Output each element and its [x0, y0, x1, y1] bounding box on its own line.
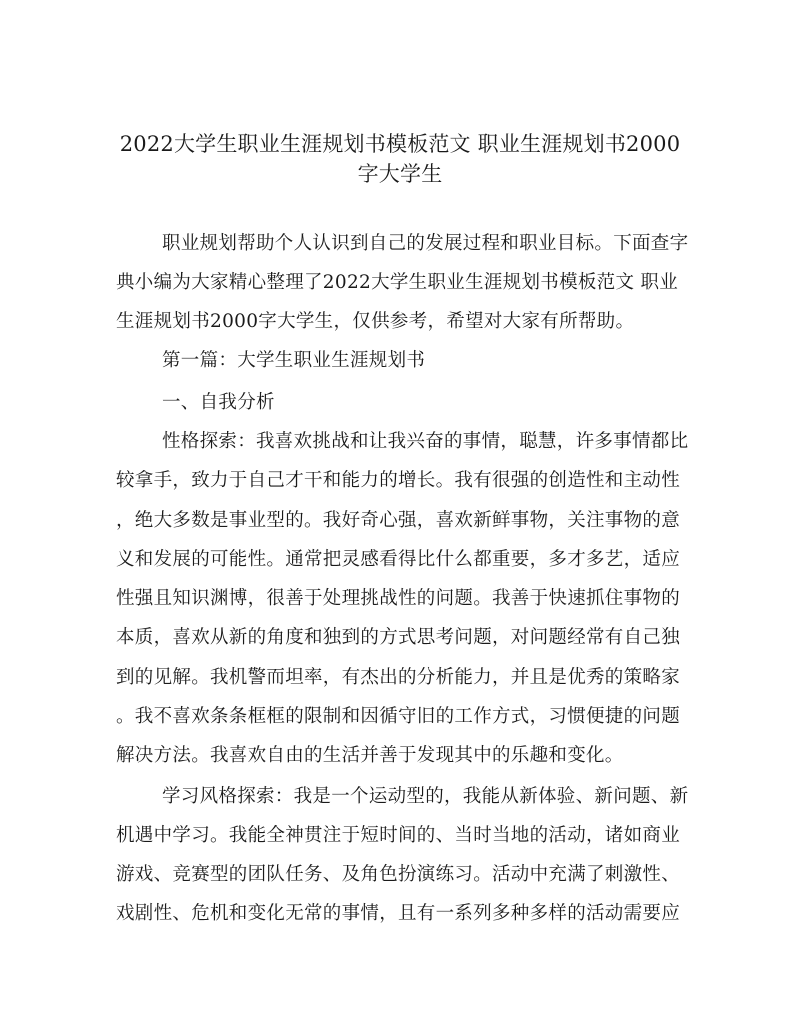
- section-heading: 第一篇：大学生职业生涯规划书: [162, 350, 426, 371]
- body-line: 。我不喜欢条条框框的限制和因循守旧的工作方式，习惯便捷的问题: [116, 706, 681, 727]
- body-line: ，绝大多数是事业型的。我好奇心强，喜欢新鲜事物，关注事物的意: [116, 510, 681, 531]
- body-line: 到的见解。我机警而坦率，有杰出的分析能力，并且是优秀的策略家: [116, 667, 681, 688]
- body-line: 较拿手，致力于自己才干和能力的增长。我有很强的创造性和主动性: [116, 470, 681, 491]
- body-line: 解决方法。我喜欢自由的生活并善于发现其中的乐趣和变化。: [116, 745, 624, 766]
- body-line: 义和发展的可能性。通常把灵感看得比什么都重要，多才多艺，适应: [116, 549, 681, 570]
- body-line: 学习风格探索：我是一个运动型的，我能从新体验、新问题、新: [162, 786, 689, 807]
- title-line-2: 字大学生: [357, 162, 443, 186]
- body-line: 性强且知识渊博，很善于处理挑战性的问题。我善于快速抓住事物的: [116, 588, 681, 609]
- body-line: 性格探索：我喜欢挑战和让我兴奋的事情，聪慧，许多事情都比: [162, 431, 689, 452]
- body-line: 职业规划帮助个人认识到自己的发展过程和职业目标。下面查字: [162, 233, 689, 254]
- body-line: 生涯规划书2000字大学生，仅供参考，希望对大家有所帮助。: [116, 311, 635, 332]
- body-line: 典小编为大家精心整理了2022大学生职业生涯规划书模板范文 职业: [116, 272, 679, 293]
- subsection-heading: 一、自我分析: [162, 392, 275, 413]
- body-line: 本质，喜欢从新的角度和独到的方式思考问题，对问题经常有自己独: [116, 627, 681, 648]
- body-line: 戏剧性、危机和变化无常的事情，且有一系列多种多样的活动需要应: [116, 903, 681, 924]
- body-line: 机遇中学习。我能全神贯注于短时间的、当时当地的活动，诸如商业: [116, 825, 681, 846]
- title-line-1: 2022大学生职业生涯规划书模板范文 职业生涯规划书2000: [119, 132, 681, 156]
- body-line: 游戏、竞赛型的团队任务、及角色扮演练习。活动中充满了刺激性、: [116, 864, 681, 885]
- document-title: [110, 129, 690, 189]
